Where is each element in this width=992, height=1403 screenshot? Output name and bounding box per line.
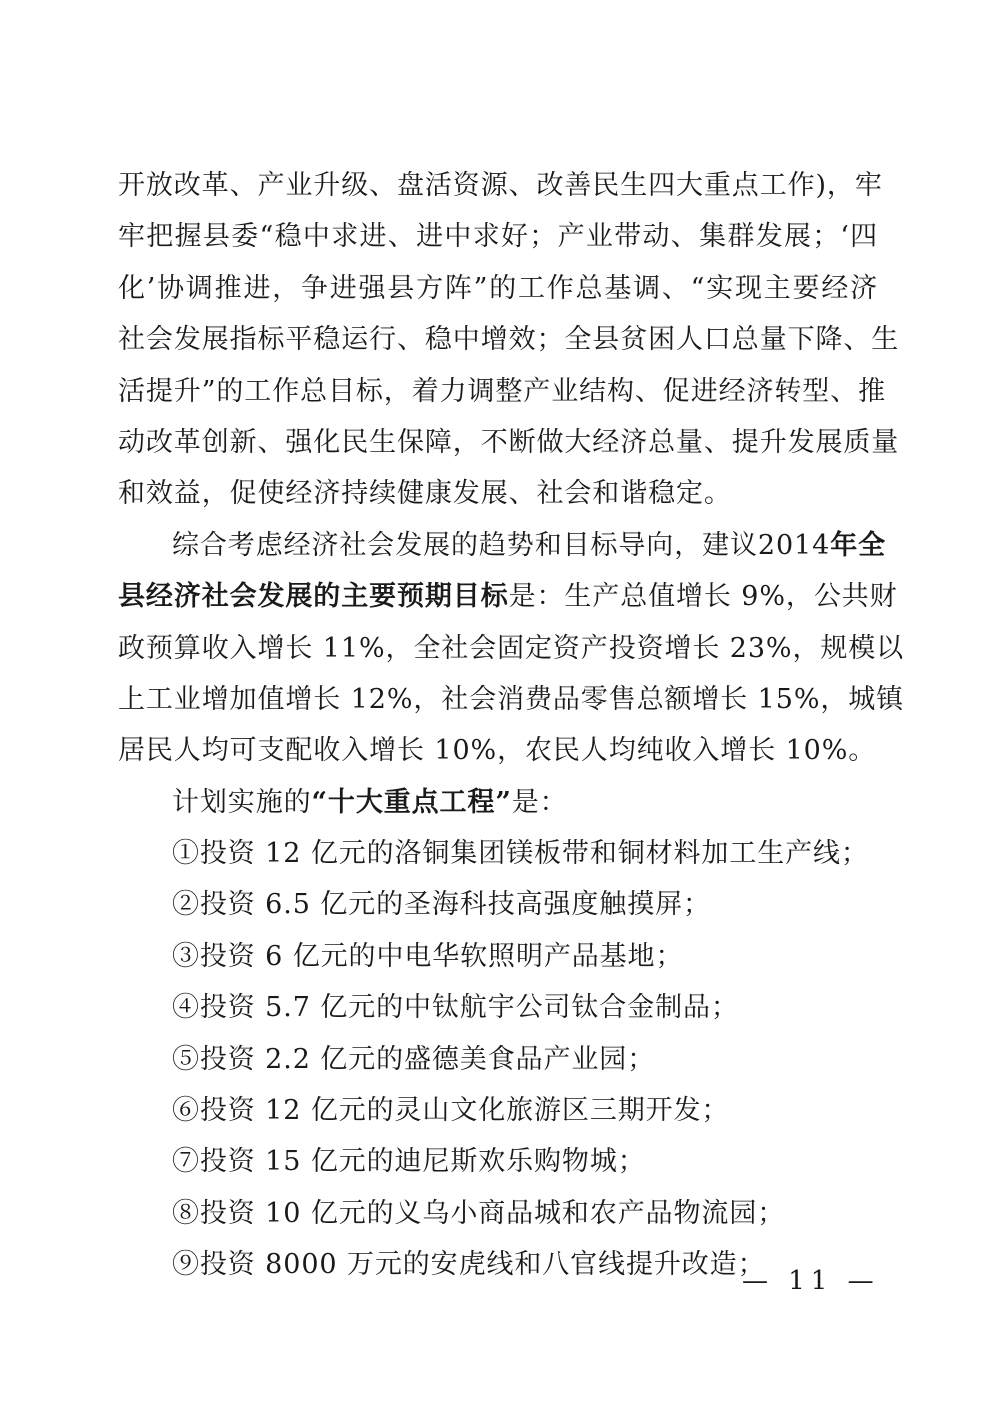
paragraph-line: 活提升”的工作总目标，着力调整产业结构、促进经济转型、推 <box>118 375 887 407</box>
paragraph-line <box>118 571 898 622</box>
paragraph-text: 计划实施的 <box>172 786 312 818</box>
page-number: — 11 — <box>742 1266 880 1296</box>
document-body <box>118 160 905 1291</box>
paragraph-line: 和效益，促使经济持续健康发展、社会和谐稳定。 <box>118 478 732 510</box>
paragraph-line: 动改革创新、强化民生保障，不断做大经济总量、提升发展质量 <box>118 426 900 458</box>
paragraph-text: 综合考虑经济社会发展的趋势和目标导向，建议2014 <box>172 529 831 561</box>
paragraph-line <box>118 520 887 571</box>
bold-text: 县经济社会发展的主要预期目标 <box>118 581 509 613</box>
project-item: ①投资 12 亿元的洛铜集团镁板带和铜材料加工生产线； <box>172 838 869 870</box>
project-item: ②投资 6.5 亿元的圣海科技高强度触摸屏； <box>172 889 711 921</box>
bold-text: 年全 <box>830 529 887 561</box>
paragraph-line: 政预算收入增长 11%，全社会固定资产投资增长 23%，规模以 <box>118 632 905 664</box>
project-item: ③投资 6 亿元的中电华软照明产品基地； <box>172 940 684 972</box>
paragraph-text: 是： <box>511 786 568 818</box>
bold-text: “十大重点工程” <box>311 786 512 818</box>
paragraph-line: 社会发展指标平稳运行、稳中增效；全县贫困人口总量下降、生 <box>118 324 900 356</box>
project-item: ⑥投资 12 亿元的灵山文化旅游区三期开发； <box>172 1095 730 1127</box>
paragraph-line: 居民人均可支配收入增长 10%，农民人均纯收入增长 10%。 <box>118 735 877 767</box>
project-item: ⑤投资 2.2 亿元的盛德美食品产业园； <box>172 1043 656 1075</box>
project-item: ⑦投资 15 亿元的迪尼斯欢乐购物城； <box>172 1146 646 1178</box>
paragraph-line: 牢把握县委“稳中求进、进中求好；产业带动、集群发展；‘四 <box>118 221 878 253</box>
paragraph-text: 是：生产总值增长 9%，公共财 <box>508 581 898 613</box>
paragraph-line: 开放改革、产业升级、盘活资源、改善民生四大重点工作)，牢 <box>118 170 883 201</box>
paragraph-line: 上工业增加值增长 12%，社会消费品零售总额增长 15%，城镇 <box>118 683 905 715</box>
paragraph-line: 化’协调推进，争进强县方阵”的工作总基调、“实现主要经济 <box>118 272 878 304</box>
project-item: ④投资 5.7 亿元的中钛航宇公司钛合金制品； <box>172 992 739 1024</box>
project-item: ⑧投资 10 亿元的义乌小商品城和农产品物流园； <box>172 1197 786 1229</box>
projects-intro <box>118 777 878 828</box>
project-item: ⑨投资 8000 万元的安虎线和八官线提升改造； <box>172 1249 766 1281</box>
